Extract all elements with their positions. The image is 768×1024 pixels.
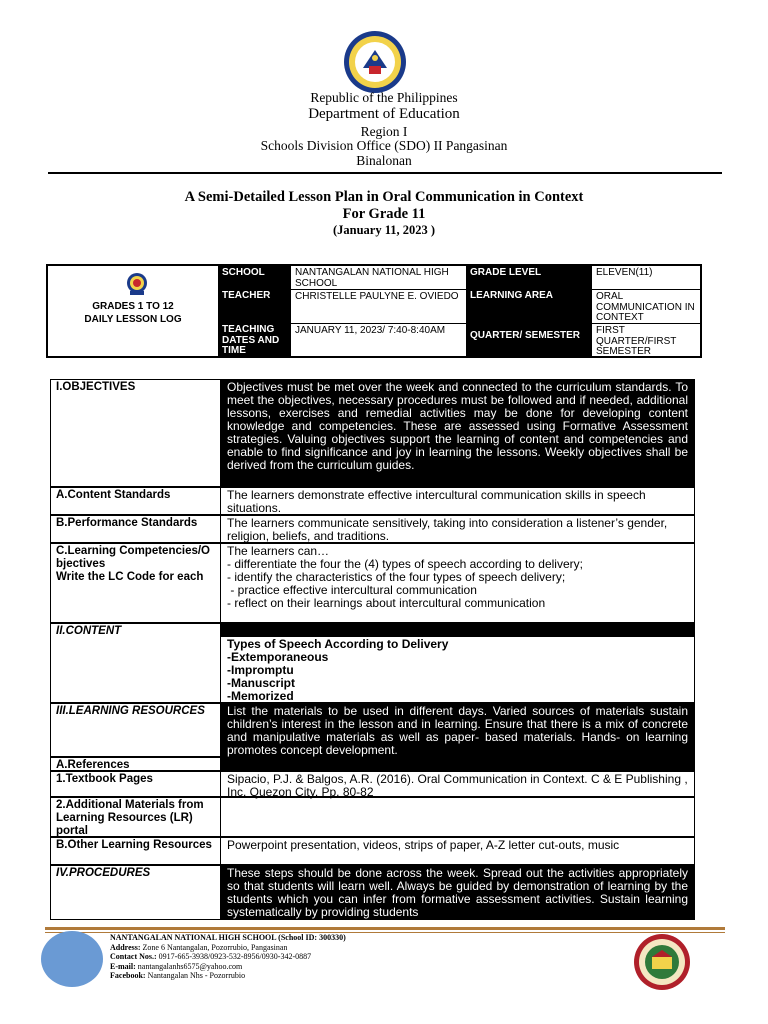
objectives-label: I.OBJECTIVES <box>51 380 221 486</box>
daily-lesson-log-title <box>48 300 218 326</box>
content-list <box>221 637 694 704</box>
objectives-text: Objectives must be met over the week and connected to the curriculum standards. To meet the objectives, necessary procedures must be followed and if needed, additional lessons, exercises and remedial activities may be done for developing content knowledge and competencies. These are assessed using Formative Assessment strategies. Valuing objectives support the learning of content and competencies and enable to find significance and joy in learning the lessons. Weekly objectives shall be derived from the curriculum guides. <box>221 380 694 486</box>
competencies-intro: The learners can… <box>227 544 330 558</box>
teaching-dates-label: TEACHING DATES AND TIME <box>218 323 290 356</box>
competency-item: - practice effective intercultural communication <box>227 583 477 597</box>
learning-area-label: LEARNING AREA <box>466 289 592 323</box>
daily-lesson-log-header-table <box>46 264 702 358</box>
content-item: -Extemporaneous <box>227 650 329 664</box>
additional-materials-text <box>221 798 694 836</box>
footer-rule-thick <box>45 927 725 930</box>
lesson-plan-table <box>50 379 695 920</box>
other-resources-text: Powerpoint presentation, videos, strips of paper, A-Z letter cut-outs, music <box>227 838 620 852</box>
footer-facebook-label: Facebook: <box>110 971 146 980</box>
content-standards-text: The learners demonstrate effective intercultural communication skills in speech situations. <box>227 488 646 515</box>
content-item: -Manuscript <box>227 676 296 690</box>
content-item: -Impromptu <box>227 663 294 677</box>
other-resources-label: B.Other Learning Resources <box>51 838 221 864</box>
learning-resources-text: List the materials to be used in different days. Varied sources of materials sustain children’s interest in the lesson and in learning. Ensure that there is a mix of concrete and manipulative materials as well as paper- based materials. Hands- on learning promotes concept development. <box>221 704 694 756</box>
references-row <box>50 757 695 771</box>
teaching-dates-value: JANUARY 11, 2023/ 7:40-8:40AM <box>290 323 466 356</box>
department-line: Department of Education <box>308 106 460 122</box>
region-line: Region I <box>360 124 408 139</box>
teacher-label: TEACHER <box>218 289 290 323</box>
learning-resources-row <box>50 703 695 757</box>
content-cell <box>221 624 694 702</box>
additional-materials-label: 2.Additional Materials from Learning Resources (LR) portal <box>51 798 221 836</box>
performance-standards-text: The learners communicate sensitively, taking into consideration a listener’s gender, religion, beliefs, and traditions. <box>227 516 668 543</box>
town-line: Binalonan <box>356 153 412 168</box>
footer-facebook-value: Nantangalan Nhs - Pozorrubio <box>145 971 246 980</box>
learning-area-value: ORAL COMMUNICATION IN CONTEXT <box>592 289 700 323</box>
division-line: Schools Division Office (SDO) II Pangasinan <box>260 138 508 153</box>
header-rule <box>48 172 722 174</box>
log-title-line-1: GRADES 1 TO 12 <box>92 301 174 312</box>
quarter-semester-value: FIRST QUARTER/FIRST SEMESTER <box>592 323 700 356</box>
log-title-line-2: DAILY LESSON LOG <box>84 314 182 325</box>
references-dark-cell <box>221 758 694 770</box>
footer-facebook-line <box>110 971 346 981</box>
footer-blue-circle <box>41 931 103 987</box>
content-standards-row <box>50 487 695 515</box>
other-resources-row <box>50 837 695 865</box>
school-value: NANTANGALAN NATIONAL HIGH SCHOOL <box>290 266 466 289</box>
procedures-text: These steps should be done across the week. Spread out the activities appropriately so that students will learn well. Always be guided by demonstration of learning by the students which you can infer from formative assessment activities. Sustain learning systematically by providing students <box>221 866 694 919</box>
deped-seal-icon <box>343 30 407 94</box>
school-seal-icon <box>633 933 691 991</box>
teacher-value: CHRISTELLE PAULYNE E. OVIEDO <box>290 289 466 323</box>
school-label: SCHOOL <box>218 266 290 289</box>
competency-item: - reflect on their learnings about intercultural communication <box>227 596 546 610</box>
footer-address-line <box>110 943 346 953</box>
footer-email-line <box>110 962 346 972</box>
lesson-plan-title: A Semi-Detailed Lesson Plan in Oral Communication in Context <box>184 189 584 205</box>
footer-contact-label: Contact Nos.: <box>110 952 157 961</box>
content-title: Types of Speech According to Delivery <box>227 637 449 651</box>
footer-contact-line <box>110 952 346 962</box>
footer-school-line: NANTANGALAN NATIONAL HIGH SCHOOL (School ID: 300330) <box>110 933 346 942</box>
footer-address-label: Address: <box>110 942 141 952</box>
log-title-cell <box>48 266 220 356</box>
content-item: -Memorized <box>227 689 294 703</box>
footer-email-value: nantangalanhs6575@yahoo.com <box>135 961 243 971</box>
procedures-row <box>50 865 695 920</box>
competencies-text <box>221 544 694 622</box>
content-standards-label: A.Content Standards <box>51 488 221 514</box>
grade-level-value: ELEVEN(11) <box>596 267 653 278</box>
footer-contact-info <box>110 933 346 981</box>
lesson-plan-grade: For Grade 11 <box>342 206 426 222</box>
textbook-text: Sipacio, P.J. & Balgos, A.R. (2016). Oral Communication in Context. C & E Publishing , Inc. Quezon City. Pp. 80-82 <box>227 772 688 799</box>
learning-resources-label: III.LEARNING RESOURCES <box>51 704 221 756</box>
textbook-label: 1.Textbook Pages <box>51 772 221 796</box>
lesson-plan-date: (January 11, 2023 ) <box>332 223 436 237</box>
competency-item: - identify the characteristics of the four types of speech delivery; <box>227 570 566 584</box>
deped-matatag-logo-icon <box>126 272 148 296</box>
objectives-row <box>50 379 695 487</box>
content-row <box>50 623 695 703</box>
grade-level-label: GRADE LEVEL <box>466 266 592 289</box>
footer-email-label: E-mail: <box>110 961 136 971</box>
competencies-label-cell <box>51 544 221 622</box>
additional-materials-row <box>50 797 695 837</box>
references-label: A.References <box>51 758 221 770</box>
competency-item: - differentiate the four the (4) types of speech according to delivery; <box>227 557 583 571</box>
lc-code-label: Write the LC Code for each <box>56 571 204 583</box>
content-dark-band <box>221 624 694 637</box>
textbook-row <box>50 771 695 797</box>
quarter-semester-label: QUARTER/ SEMESTER <box>466 323 592 356</box>
footer-contact-value: 0917-665-3938/0923-532-8956/0930-342-0887 <box>156 952 312 961</box>
content-label: II.CONTENT <box>51 624 221 702</box>
footer-address-value: Zone 6 Nantangalan, Pozorrubio, Pangasinan <box>140 942 288 952</box>
republic-line: Republic of the Philippines <box>310 90 458 105</box>
procedures-label: IV.PROCEDURES <box>51 866 221 919</box>
competencies-row <box>50 543 695 623</box>
performance-standards-label: B.Performance Standards <box>51 516 221 542</box>
performance-standards-row <box>50 515 695 543</box>
competencies-label: C.Learning Competencies/Objectives <box>56 545 211 570</box>
